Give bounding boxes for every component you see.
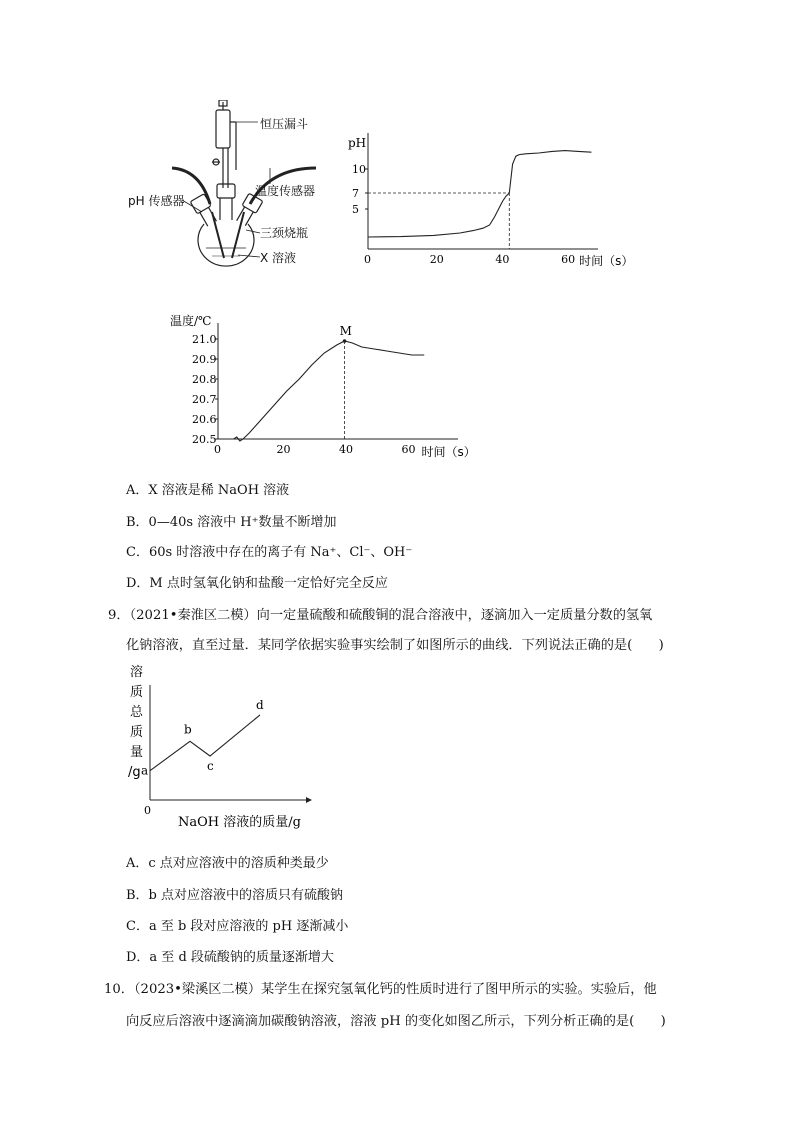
- x-tick-label: 60: [561, 253, 576, 266]
- x-tick-label: 60: [401, 443, 416, 456]
- q9-stem-line2: 化钠溶液，直至过量．某同学依据实验事实绘制了如图所示的曲线．下列说法正确的是( ): [126, 638, 664, 653]
- q9-option-b: B．b 点对应溶液中的溶质只有硫酸钠: [126, 888, 344, 903]
- temp-sensor-label: 温度传感器: [255, 184, 316, 198]
- y-tick-label: 21.0: [192, 333, 217, 346]
- y-tick-label: 5: [352, 203, 359, 216]
- q8-option-c: C．60s 时溶液中存在的离子有 Na⁺、Cl⁻、OH⁻: [126, 545, 413, 560]
- q9-option-c: C．a 至 b 段对应溶液的 pH 逐渐减小: [126, 919, 349, 934]
- x-tick-label: 0: [214, 443, 221, 456]
- q9-stem-line1: 9．（2021•秦淮区二模）向一定量硫酸和硫酸铜的混合溶液中，逐滴加入一定质量分数的氢氧: [108, 608, 653, 623]
- q8-option-a: A．X 溶液是稀 NaOH 溶液: [126, 483, 290, 498]
- x-axis-label: NaOH 溶液的质量/g: [178, 815, 301, 830]
- x-axis-label: 时间（s）: [421, 445, 476, 459]
- mass-curve: [150, 715, 260, 771]
- q8-option-b: B．0—40s 溶液中 H⁺数量不断增加: [126, 515, 337, 530]
- point-label-b: b: [184, 722, 192, 737]
- y-axis-label: 温度/℃: [170, 314, 212, 328]
- y-axis-label: 溶质总质量/g: [128, 665, 144, 780]
- x-axis-arrow: [306, 797, 312, 803]
- y-tick-label: 10: [352, 163, 366, 176]
- y-tick-label: 20.9: [192, 353, 217, 366]
- ph-curve: [368, 151, 591, 237]
- q9-option-a: A．c 点对应溶液中的溶质种类最少: [126, 856, 329, 871]
- y-tick-label: 20.7: [192, 393, 217, 406]
- temperature-curve: [218, 341, 424, 441]
- x-tick-label: 40: [339, 443, 353, 456]
- y-axis-label: pH: [348, 136, 367, 150]
- q10-stem-line1: 10．（2023•梁溪区二模）某学生在探究氢氧化钙的性质时进行了图甲所示的实验。实验后，他: [104, 982, 657, 997]
- point-label-c: c: [207, 759, 214, 773]
- y-tick-label: 20.8: [192, 373, 217, 386]
- temperature-chart: [160, 305, 490, 465]
- ph-chart: [340, 125, 640, 275]
- solution-label: X 溶液: [260, 251, 297, 265]
- flask-label: 三颈烧瓶: [260, 226, 309, 240]
- ph-sensor-label: pH 传感器: [128, 194, 185, 208]
- x-tick-label: 20: [276, 443, 291, 456]
- funnel-body: [216, 110, 230, 148]
- funnel-label: 恒压漏斗: [260, 117, 309, 131]
- x-tick-label: 0: [364, 253, 371, 266]
- y-tick-label: 20.5: [192, 433, 217, 446]
- origin-label: 0: [144, 804, 151, 817]
- x-axis-label: 时间（s）: [579, 254, 634, 268]
- point-label-a: a: [141, 763, 149, 778]
- q8-option-d: D．M 点时氢氧化钠和盐酸一定恰好完全反应: [126, 576, 388, 591]
- m-point-label: M: [339, 324, 352, 338]
- apparatus-diagram: [120, 100, 360, 275]
- x-tick-label: 40: [495, 253, 510, 266]
- point-label-d: d: [256, 697, 264, 712]
- y-tick-label: 20.6: [192, 413, 217, 426]
- x-tick-label: 20: [429, 253, 444, 266]
- y-tick-label: 7: [352, 187, 359, 200]
- m-point-marker: [343, 339, 347, 343]
- flask-body: [198, 224, 254, 266]
- solute-mass-chart: [120, 660, 320, 835]
- q10-stem-line2: 向反应后溶液中逐滴滴加碳酸钠溶液，溶液 pH 的变化如图乙所示，下列分析正确的是( ): [126, 1014, 666, 1029]
- q9-option-d: D．a 至 d 段硫酸钠的质量逐渐增大: [126, 950, 334, 965]
